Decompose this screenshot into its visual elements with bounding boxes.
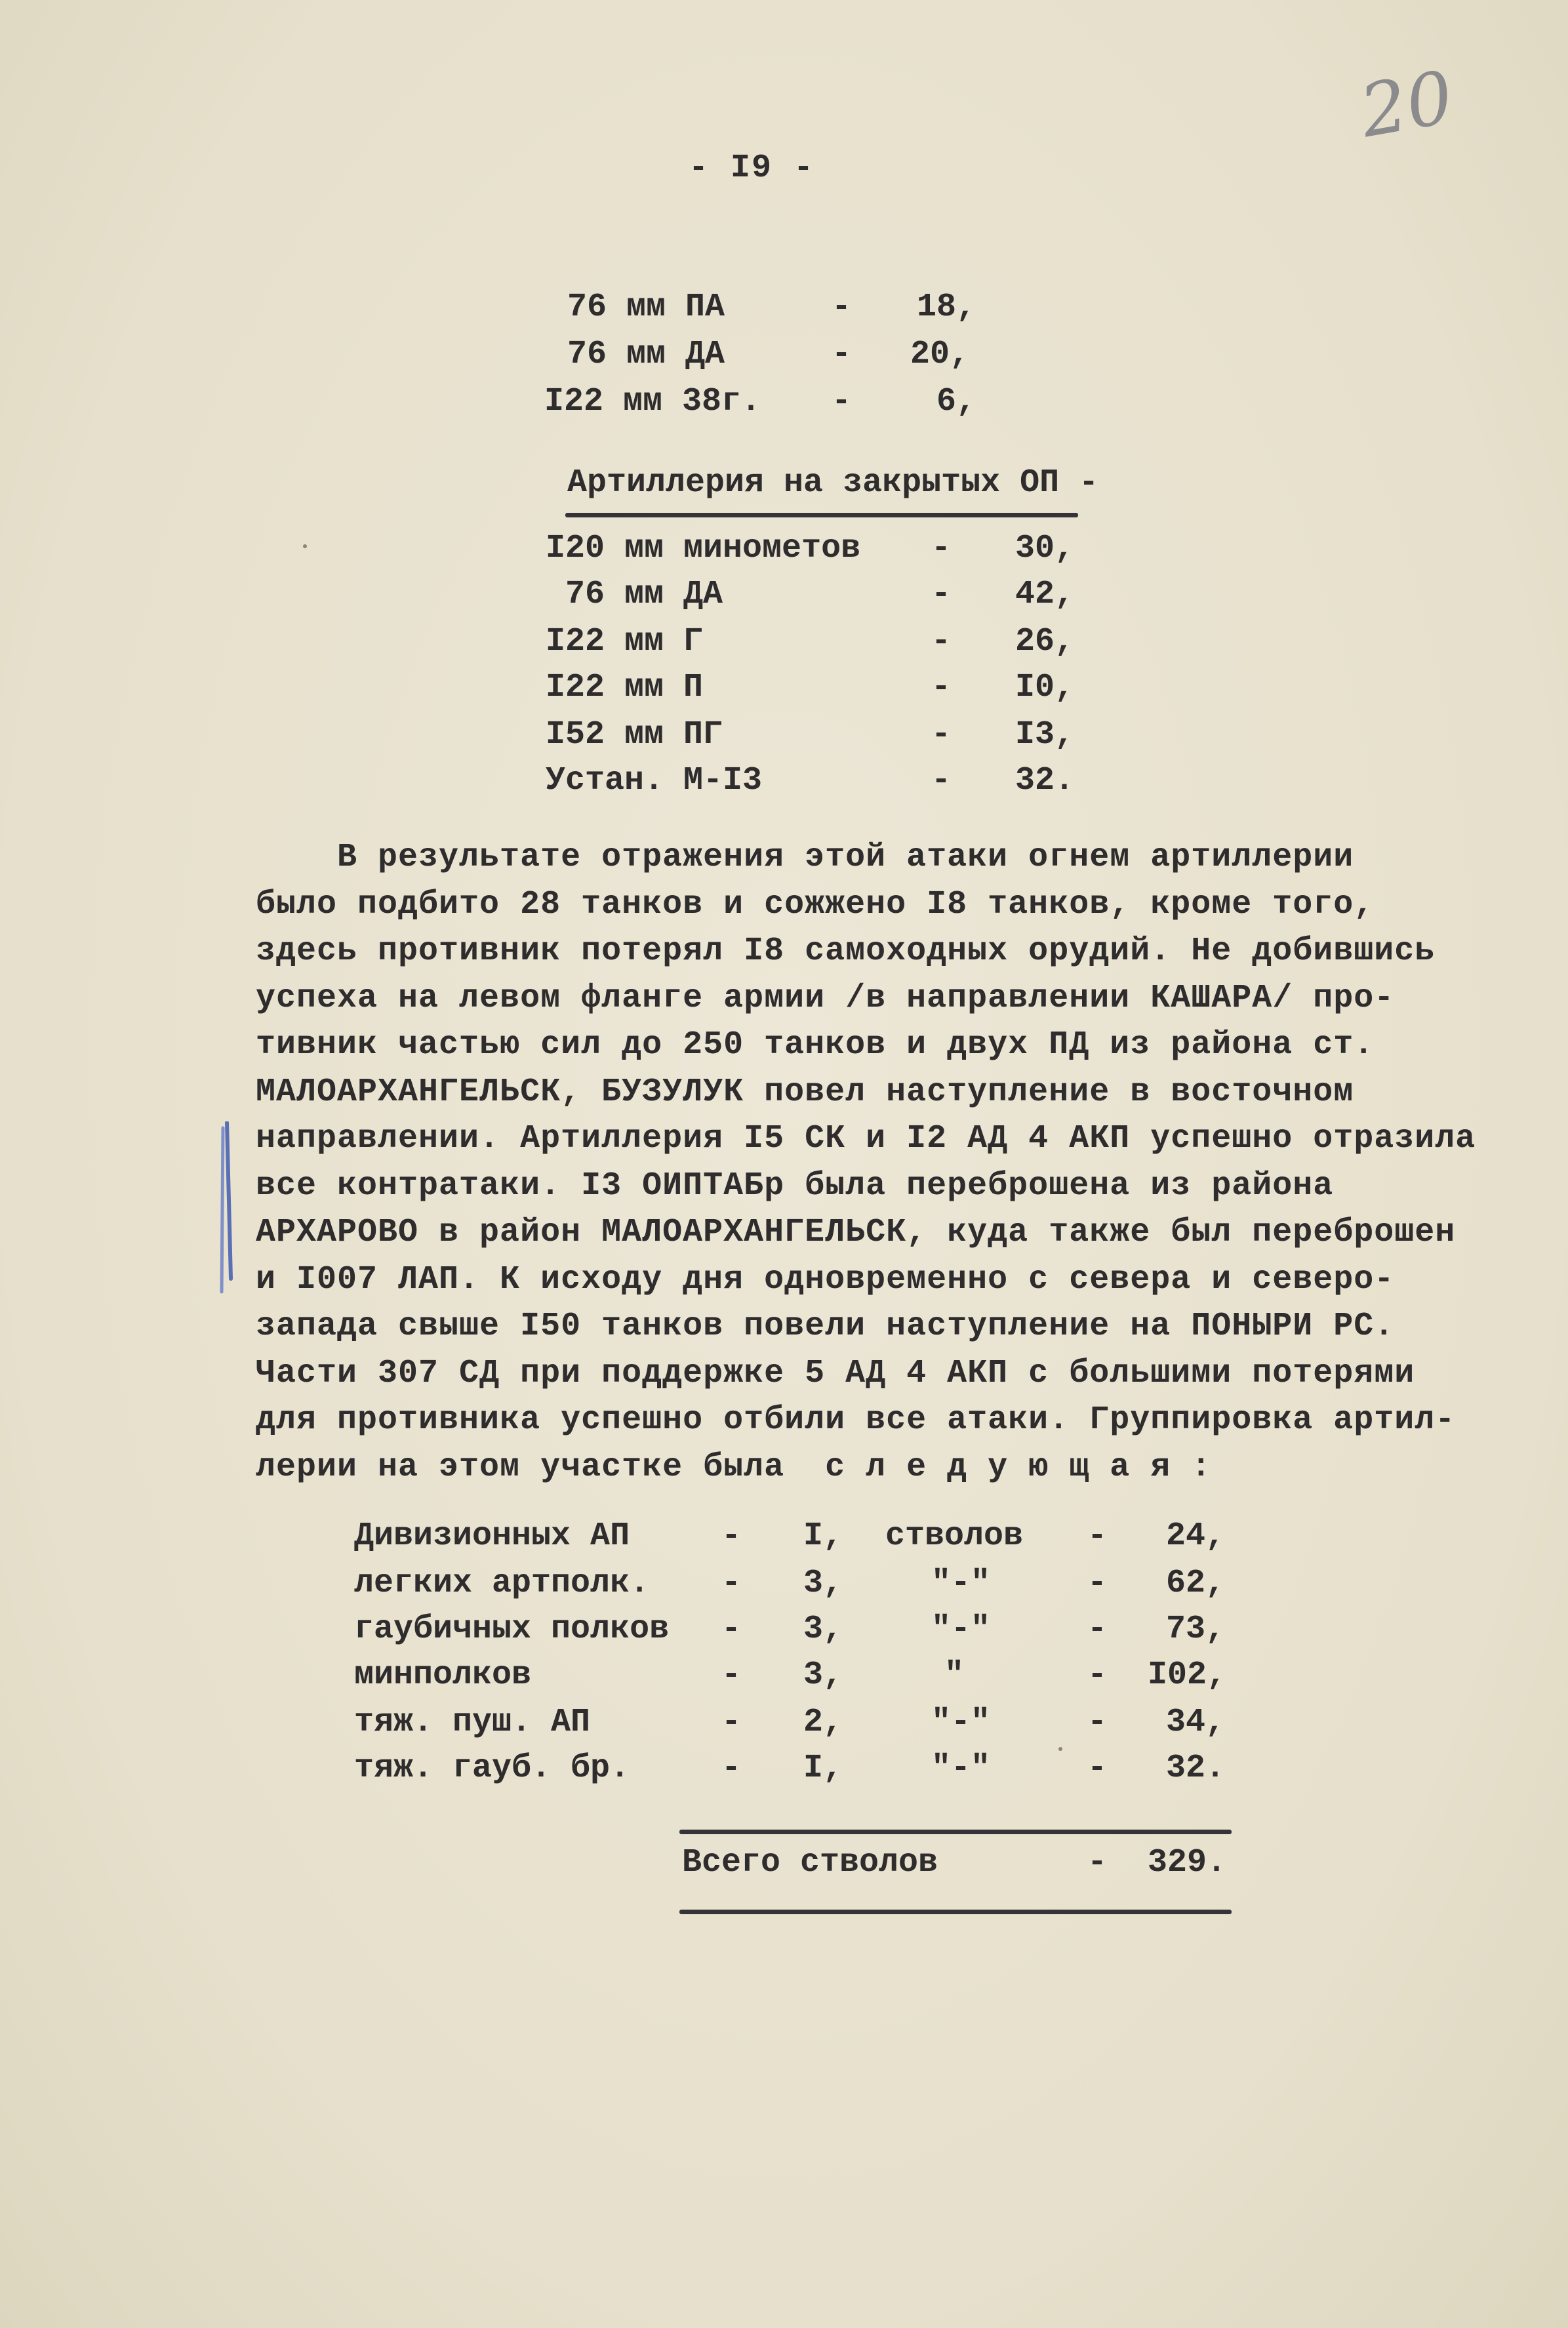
list-item-caliber: 76 мм ДА [565, 576, 723, 613]
dash-cell: - [1087, 1750, 1108, 1787]
list-item-value: I0, [1015, 669, 1075, 706]
unit-cell: минполков [354, 1656, 532, 1694]
paragraph-line: направлении. Артиллерия I5 СК и I2 АД 4 АКП успешно отразила [256, 1120, 1476, 1157]
ditto-cell: "-" [931, 1565, 991, 1602]
paragraph-line: Части 307 СД при поддержке 5 АД 4 АКП с большими потерями [256, 1354, 1415, 1392]
count-cell: 3, [803, 1565, 843, 1602]
list-item-value: 42, [1015, 576, 1075, 613]
list-item-caliber: I22 мм Г [546, 623, 704, 660]
list-item-dash: - [832, 383, 852, 420]
list-item-value: I3, [1015, 716, 1075, 753]
handwritten-folio-number: 20 [1354, 54, 1460, 154]
paragraph-line: тивник частью сил до 250 танков и двух ПД из района ст. [256, 1026, 1375, 1064]
dash-cell: - [1087, 1565, 1108, 1602]
dash-cell: - [1087, 1611, 1108, 1648]
page-number: - I9 - [689, 150, 815, 187]
paper-speck [303, 544, 307, 548]
list-item-value: 6, [936, 383, 976, 420]
list-item-caliber: 76 мм ПА [567, 289, 725, 326]
total-top-rule [679, 1830, 1232, 1834]
unit-cell: тяж. гауб. бр. [354, 1750, 630, 1787]
unit-cell: тяж. пуш. АП [354, 1704, 591, 1741]
dash-cell: - [721, 1565, 742, 1602]
ditto-cell: "-" [931, 1611, 991, 1648]
paragraph-line: для противника успешно отбили все атаки. Группировка артил- [256, 1401, 1456, 1439]
ditto-cell: " [944, 1656, 965, 1694]
barrels-cell: 32. [1166, 1750, 1226, 1787]
barrels-cell: 34, [1166, 1704, 1226, 1741]
body-paragraph [256, 834, 1502, 1491]
list-item-caliber: I20 мм минометов [546, 530, 861, 567]
dash-cell: - [721, 1656, 742, 1694]
list-item-value: 20, [910, 336, 970, 373]
ditto-cell: "-" [931, 1750, 991, 1787]
barrels-cell: 24, [1166, 1517, 1226, 1555]
unit-cell: Дивизионных АП [354, 1517, 630, 1555]
list-item-value: 26, [1015, 623, 1075, 660]
count-cell: I, [803, 1750, 843, 1787]
list-item-dash: - [931, 530, 952, 567]
unit-cell: легких артполк. [354, 1565, 650, 1602]
barrels-cell: I02, [1148, 1656, 1227, 1694]
paragraph-line: запада свыше I50 танков повели наступление на ПОНЫРИ РС. [256, 1308, 1395, 1345]
count-cell: 3, [803, 1611, 843, 1648]
paragraph-line: лерии на этом участке была с л е д у ю щ а я : [256, 1448, 1212, 1486]
paragraph-line: здесь противник потерял I8 самоходных орудий. Не добившись [256, 933, 1436, 970]
dash-cell: - [721, 1750, 742, 1787]
list-item-dash: - [931, 623, 952, 660]
count-cell: I, [803, 1517, 843, 1555]
count-cell: 2, [803, 1704, 843, 1741]
count-cell: 3, [803, 1656, 843, 1694]
list-item-caliber: Устан. М-I3 [546, 762, 763, 799]
ditto-cell: "-" [931, 1704, 991, 1741]
list-item-value: 18, [917, 289, 976, 326]
paragraph-line: все контратаки. I3 ОИПТАБр была переброшена из района [256, 1167, 1334, 1205]
total-value: 329. [1148, 1844, 1227, 1881]
dash-cell: - [1087, 1704, 1108, 1741]
total-label: Всего стволов [682, 1844, 938, 1881]
paper-speck [1058, 1747, 1062, 1751]
list-item-dash: - [931, 669, 952, 706]
blue-pencil-margin-mark [216, 1121, 236, 1298]
paragraph-line: АРХАРОВО в район МАЛОАРХАНГЕЛЬСК, куда также был переброшен [256, 1214, 1456, 1251]
dash-cell: - [721, 1517, 742, 1555]
list-item-dash: - [931, 716, 952, 753]
barrels-cell: 73, [1166, 1611, 1226, 1648]
closed-positions-heading: Артиллерия на закрытых ОП - [567, 464, 1099, 502]
list-item-value: 30, [1015, 530, 1075, 567]
total-bottom-rule [679, 1910, 1232, 1914]
list-item-dash: - [832, 289, 852, 326]
list-item-caliber: I22 мм 38г. [544, 383, 761, 420]
ditto-cell: стволов [885, 1517, 1024, 1555]
list-item-dash: - [832, 336, 852, 373]
list-item-caliber: 76 мм ДА [567, 336, 725, 373]
unit-cell: гаубичных полков [354, 1611, 670, 1648]
paragraph-line: В результате отражения этой атаки огнем артиллерии [256, 839, 1354, 876]
paragraph-line: было подбито 28 танков и сожжено I8 танков, кроме того, [256, 885, 1375, 923]
list-item-caliber: I22 мм П [546, 669, 704, 706]
paragraph-line: успеха на левом фланге армии /в направлении КАШАРА/ про- [256, 979, 1395, 1017]
paragraph-line: МАЛОАРХАНГЕЛЬСК, БУЗУЛУК повел наступление в восточном [256, 1073, 1354, 1111]
dash-cell: - [1087, 1656, 1108, 1694]
total-dash: - [1087, 1844, 1108, 1881]
heading-underline [565, 513, 1078, 517]
dash-cell: - [1087, 1517, 1108, 1555]
paragraph-line: и I007 ЛАП. К исходу дня одновременно с севера и северо- [256, 1260, 1395, 1298]
list-item-value: 32. [1015, 762, 1075, 799]
dash-cell: - [721, 1611, 742, 1648]
list-item-dash: - [931, 576, 952, 613]
list-item-dash: - [931, 762, 952, 799]
barrels-cell: 62, [1166, 1565, 1226, 1602]
dash-cell: - [721, 1704, 742, 1741]
list-item-caliber: I52 мм ПГ [546, 716, 723, 753]
